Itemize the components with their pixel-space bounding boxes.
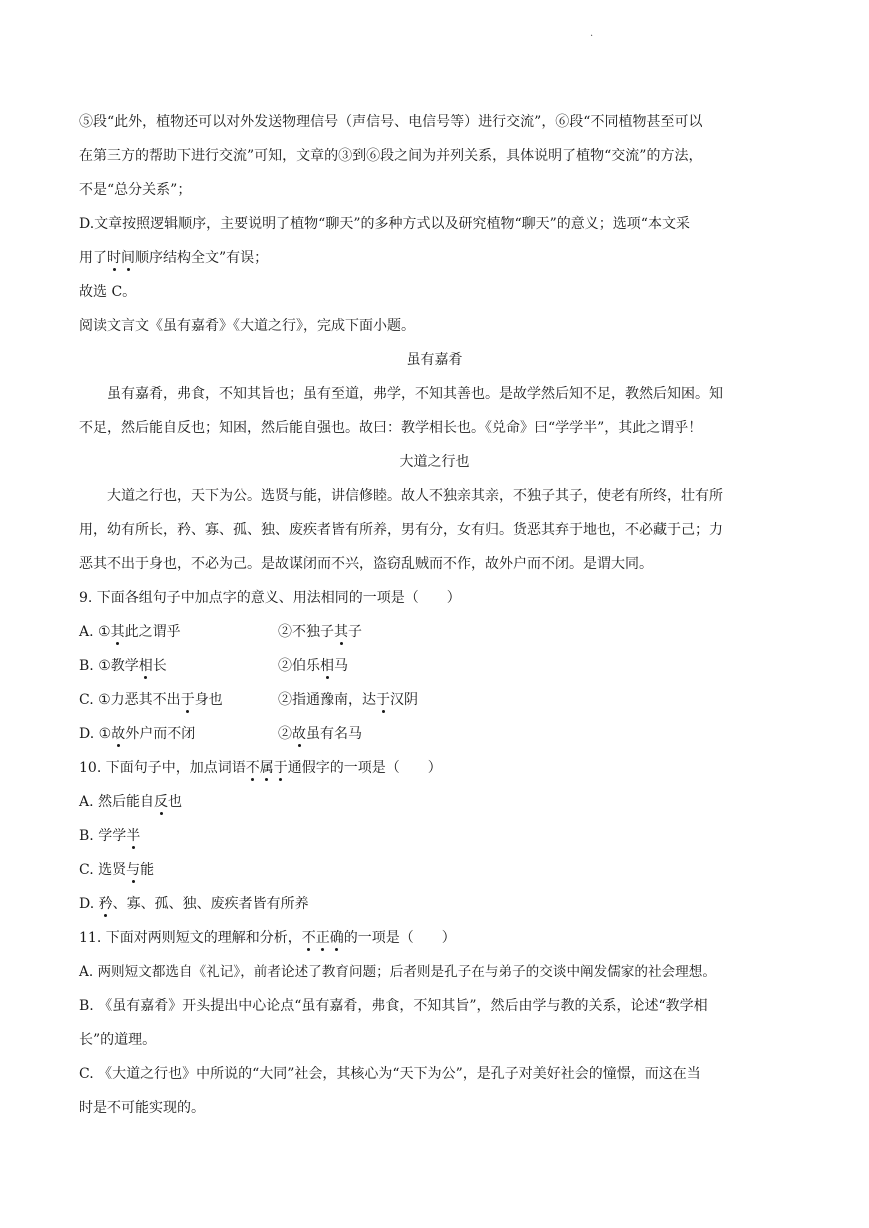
dotted-char: 间 <box>121 250 135 266</box>
dotted-char: 时 <box>107 250 121 266</box>
dotted-char: 矜 <box>98 896 113 912</box>
reading-instruction: 阅读文言文《虽有嘉肴》《大道之行》，完成下面小题。 <box>79 318 415 334</box>
question-option[interactable]: B. 《虽有嘉肴》开头提出中心论点“虽有嘉肴，弗食，不知其旨”，然后由学与教的关系，论述“教学相 <box>79 998 708 1014</box>
dotted-char: 于 <box>273 760 288 776</box>
question-stem: 10. 下面句子中，加点词语不属于通假字的一项是（ ） <box>79 760 442 776</box>
dotted-char: 相 <box>138 658 153 674</box>
option-sentence-2: ②故虽有名马 <box>278 726 362 742</box>
passage-line: 用，幼有所长，矜、寡、孤、独、废疾者皆有所养，男有分，女有归。货恶其弃于地也，不必藏于己；力 <box>79 522 723 538</box>
passage-title: 大道之行也 <box>399 454 470 470</box>
option-sentence-2: ②伯乐相马 <box>278 658 348 674</box>
option-label: A. <box>79 794 94 810</box>
question-option[interactable]: A. 两则短文都选自《礼记》，前者论述了教育问题；后者则是孔子在与弟子的交谈中阐发儒家的社会理想。 <box>79 964 716 980</box>
dotted-char: 于 <box>376 692 390 708</box>
passage-title: 虽有嘉肴 <box>406 352 463 368</box>
option-label: C. <box>79 692 94 708</box>
question-option[interactable]: B. 学学半 <box>79 828 141 844</box>
dotted-char: 其 <box>334 624 348 640</box>
dotted-char: 确 <box>329 930 344 946</box>
option-label: D. <box>79 726 95 742</box>
dotted-char: 故 <box>111 726 126 742</box>
option-sentence-1: ①力恶其不出于身也 <box>98 692 223 708</box>
answer-text-line: ⑤段“此外，植物还可以对外发送物理信号（声信号、电信号等）进行交流”，⑥段“不同植物甚至可以 <box>79 114 703 130</box>
question-option[interactable]: A. 然后能自反也 <box>79 794 183 810</box>
option-sentence-1: ①故外户而不闭 <box>98 726 196 742</box>
answer-text-line <box>79 248 268 268</box>
option-label: C. <box>79 862 94 878</box>
answer-conclusion: 故选 C。 <box>79 284 137 300</box>
question-option[interactable] <box>79 690 779 710</box>
dotted-char: 相 <box>320 658 334 674</box>
dotted-char: 其 <box>110 624 125 640</box>
question-option-continued: 长”的道理。 <box>79 1032 157 1048</box>
dotted-char: 不 <box>245 760 260 776</box>
question-option-continued: 时是不可能实现的。 <box>79 1100 205 1116</box>
question-option[interactable] <box>79 724 779 744</box>
dotted-char: 属 <box>259 760 274 776</box>
option-sentence-1: ①教学相长 <box>98 658 167 674</box>
question-option[interactable] <box>79 622 779 642</box>
page-mark: . <box>590 28 594 39</box>
answer-text-line: 在第三方的帮助下进行交流”可知，文章的③到⑥段之间为并列关系，具体说明了植物“交流”的方法， <box>79 148 703 164</box>
option-sentence-2: ②指通豫南，达于汉阴 <box>278 692 418 708</box>
passage-line: 恶其不出于身也，不必为己。是故谋闭而不兴，盗窃乱贼而不作，故外户而不闭。是谓大同。 <box>79 556 653 572</box>
question-stem: 11. 下面对两则短文的理解和分析，不正确的一项是（ ） <box>79 930 456 946</box>
option-sentence-1: ①其此之谓乎 <box>98 624 181 640</box>
question-stem: 9. 下面各组句子中加点字的意义、用法相同的一项是（ ） <box>79 590 461 606</box>
dotted-char: 与 <box>126 862 141 878</box>
dotted-char: 正 <box>315 930 330 946</box>
option-label: A. <box>79 624 94 640</box>
dotted-char: 故 <box>292 726 306 742</box>
passage-line: 虽有嘉肴，弗食，不知其旨也；虽有至道，弗学，不知其善也。是故学然后知不足，教然后知困。知 <box>107 386 723 402</box>
text-run: 顺序结构全文”有误； <box>135 250 269 266</box>
dotted-char: 反 <box>154 794 169 810</box>
answer-text-line: D.文章按照逻辑顺序，主要说明了植物“聊天”的多种方式以及研究植物“聊天”的意义；选项“本文采 <box>79 216 690 232</box>
question-option[interactable] <box>79 656 779 676</box>
question-option[interactable]: C. 《大道之行也》中所说的“大同”社会，其核心为“天下为公”，是孔子对美好社会的憧憬，而这在当 <box>79 1066 701 1082</box>
option-label: D. <box>79 896 95 912</box>
question-option[interactable]: D. 矜、寡、孤、独、废疾者皆有所养 <box>79 896 309 912</box>
text-run: 用了 <box>79 250 107 266</box>
passage-line: 不足，然后能自反也；知困，然后能自强也。故曰：教学相长也。《兑命》曰“学学半”，其此之谓乎！ <box>79 420 703 436</box>
option-sentence-2: ②不独子其子 <box>278 624 362 640</box>
option-label: B. <box>79 828 94 844</box>
dotted-char: 半 <box>126 828 141 844</box>
passage-line: 大道之行也，天下为公。选贤与能，讲信修睦。故人不独亲其亲，不独子其子，使老有所终，壮有所 <box>107 488 723 504</box>
answer-text-line: 不是“总分关系”； <box>79 182 192 198</box>
dotted-char: 于 <box>180 692 195 708</box>
question-option[interactable]: C. 选贤与能 <box>79 862 155 878</box>
dotted-char: 不 <box>301 930 316 946</box>
option-label: B. <box>79 658 94 674</box>
